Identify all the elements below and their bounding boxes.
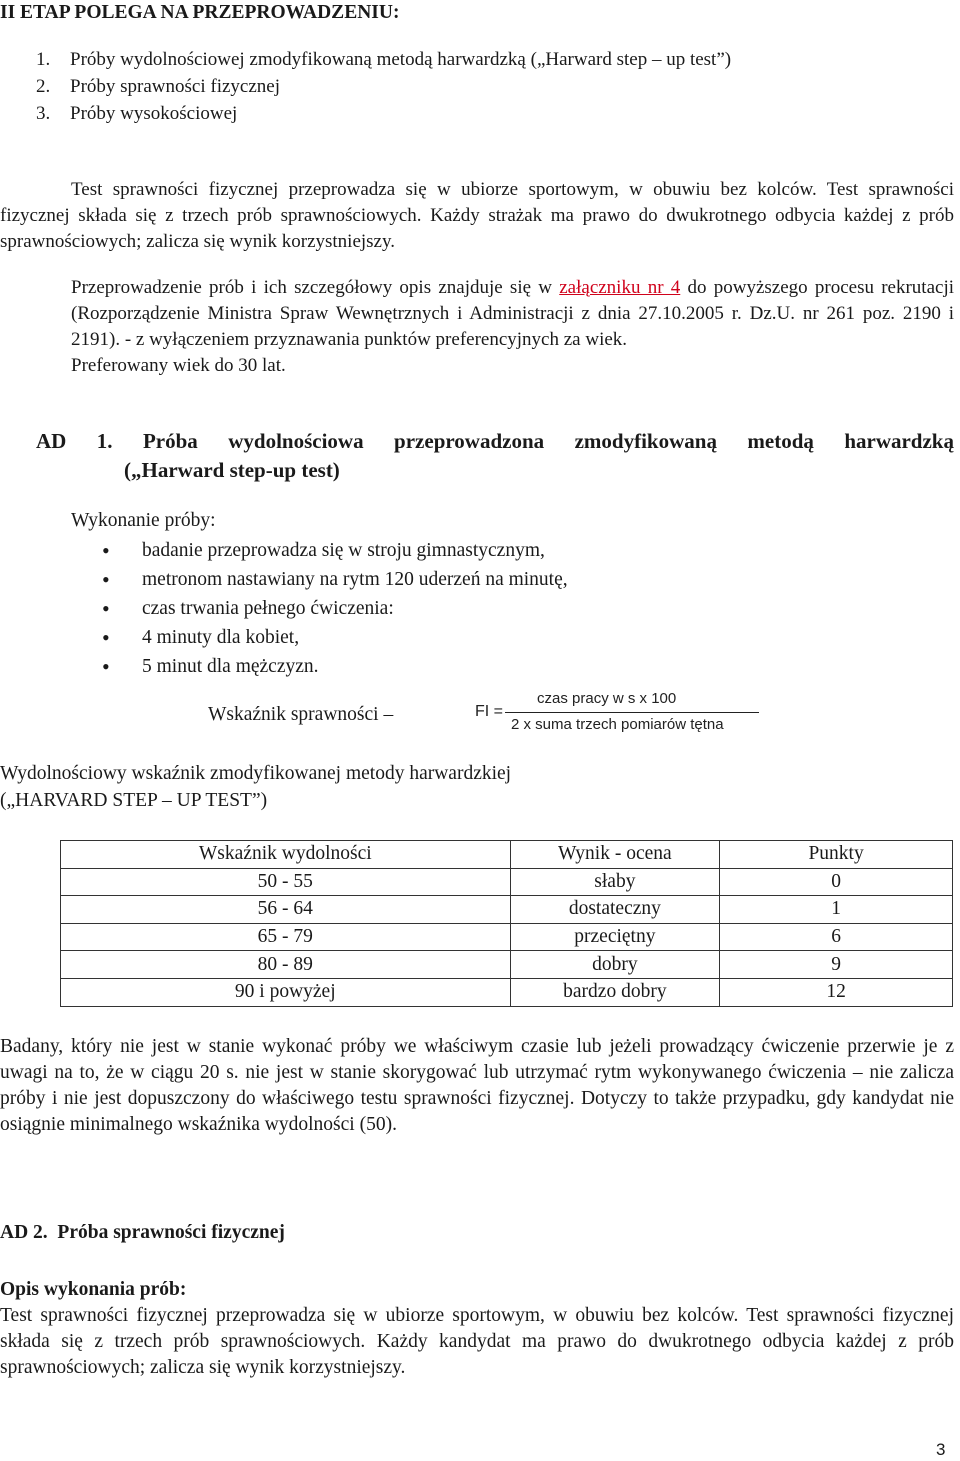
stages-list <box>36 46 731 127</box>
score-table <box>60 840 953 1007</box>
list-item: • czas trwania pełnego ćwiczenia: <box>98 594 568 623</box>
table-caption: Wydolnościowy wskaźnik zmodyfikowanej metody harwardzkiej <box>0 763 512 784</box>
column-header: Wynik - ocena <box>510 841 720 869</box>
table-header-row <box>61 841 953 869</box>
index-label: Wskaźnik sprawności – <box>208 704 394 725</box>
column-header: Wskaźnik wydolności <box>61 841 511 869</box>
table-row: 80 - 89 dobry 9 <box>61 951 953 979</box>
stage-item: 2. Próby sprawności fizycznej <box>36 76 280 97</box>
intro-paragraph: Test sprawności fizycznej przeprowadza się w ubiorze sportowym, w obuwiu bez kolców. Test sprawności fizycznej składa się z trzech prób sprawnościowych. Każdy strażak ma prawo do dwukrotnego odbycia każdej z prób sprawnościowych; zalicza się wynik korzystniejszy. <box>0 179 954 252</box>
stage-item: 1. Próby wydolnościowej zmodyfikowaną metodą harwardzką („Harward step – up test”) <box>36 49 732 70</box>
formula-lhs: FI = <box>475 703 504 720</box>
stage-item: 3. Próby wysokościowej <box>36 103 238 124</box>
ad2-heading: AD 2. Próba sprawności fizycznej <box>0 1222 285 1243</box>
table-row: 65 - 79 przeciętny 6 <box>61 923 953 951</box>
list-item: • metronom nastawiany na rytm 120 uderzeń na minutę, <box>98 565 568 594</box>
details-paragraph: Przeprowadzenie prób i ich szczegółowy opis znajduje się w załączniku nr 4 do powyższego procesu rekrutacji (Rozporządzenie Ministra Spraw Wewnętrznych i Administracji z dnia 27.10.2005 r. Dz.U. nr 261 poz. 2190 i 2191). - z wyłączeniem przyznawania punktów preferencyjnych za wiek. <box>71 277 954 350</box>
page-number: 3 <box>936 1440 946 1459</box>
table-row: 56 - 64 dostateczny 1 <box>61 896 953 924</box>
attachment-link[interactable]: załączniku nr 4 <box>559 277 681 298</box>
ad2-subheading: Opis wykonania prób: <box>0 1279 187 1300</box>
ad1-heading: AD 1. Próba wydolnościowa przeprowadzona zmodyfikowaną metodą harwardzką <box>36 429 954 453</box>
age-note: Preferowany wiek do 30 lat. <box>71 355 286 376</box>
table-row: 50 - 55 słaby 0 <box>61 868 953 896</box>
formula-numerator: czas pracy w s x 100 <box>537 690 677 707</box>
fitness-index-formula <box>475 690 765 742</box>
column-header: Punkty <box>720 841 953 869</box>
table-caption-cont: („HARVARD STEP – UP TEST”) <box>0 790 268 811</box>
ad1-heading-cont: („Harward step-up test) <box>124 458 340 482</box>
formula-denominator: 2 x suma trzech pomiarów tętna <box>511 716 724 733</box>
execution-heading: Wykonanie próby: <box>71 510 216 531</box>
list-item: • 5 minut dla mężczyzn. <box>98 652 568 681</box>
fraction-bar <box>505 712 759 713</box>
list-item: • badanie przeprowadza się w stroju gimnastycznym, <box>98 536 568 565</box>
failure-paragraph: Badany, który nie jest w stanie wykonać próby we właściwym czasie lub jeżeli prowadzący ćwiczenie przerwie je z uwagi na to, że w ciągu 20 s. nie jest w stanie skorygować lub utrzymać rytm wykonywanego ćwiczenia – nie zalicza próby i nie jest dopuszczony do właściwego testu sprawności fizycznej. Dotyczy to także przypadku, gdy kandydat nie osiągnie minimalnego wskaźnika wydolności (50). <box>0 1036 954 1135</box>
execution-list <box>98 536 568 681</box>
ad2-paragraph: Test sprawności fizycznej przeprowadza się w ubiorze sportowym, w obuwiu bez kolców. Test sprawności fizycznej składa się z trzech prób sprawnościowych. Każdy kandydat ma prawo do dwukrotnego odbycia każdej z prób sprawnościowych; zalicza się wynik korzystniejszy. <box>0 1305 954 1378</box>
page-heading: II ETAP POLEGA NA PRZEPROWADZENIU: <box>0 2 400 23</box>
table-row: 90 i powyżej bardzo dobry 12 <box>61 978 953 1006</box>
list-item: • 4 minuty dla kobiet, <box>98 623 568 652</box>
